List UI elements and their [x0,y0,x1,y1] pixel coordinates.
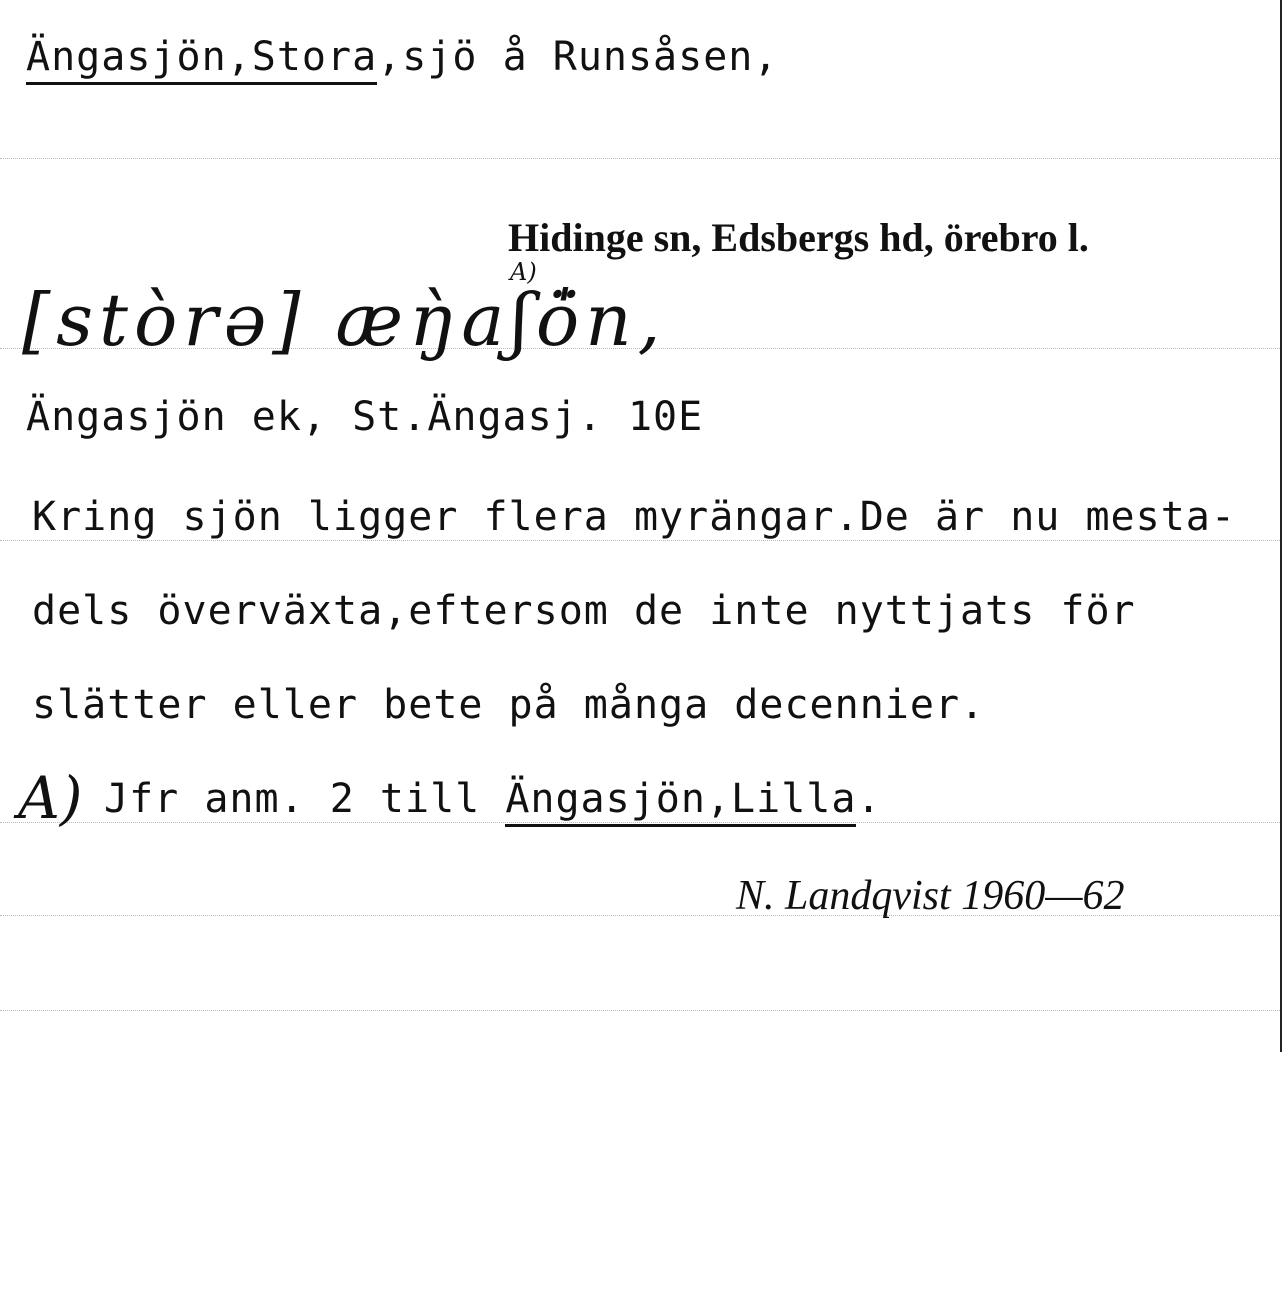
note-line: slätter eller bete på många decennier. [32,682,986,728]
rule-line [0,1010,1280,1011]
rule-line [0,158,1280,159]
footnote-ref: Ängasjön,Lilla [505,776,856,827]
note-line: Kring sjön ligger flera myrängar.De är nu mesta- [32,494,1236,540]
location-stamp: Hidinge sn, Edsbergs hd, örebro l. [508,215,1089,260]
note-line: dels överväxta,eftersom de inte nyttjats för [32,588,1136,634]
card-edge [1280,0,1282,1052]
name-forms: Ängasjön ek, St.Ängasj. 10E [26,394,704,440]
card-heading [26,34,778,80]
footnote-marker: A) [18,764,83,832]
heading-name: Ängasjön,Stora [26,34,377,85]
footnote-suffix: . [856,776,882,822]
heading-rest: ,sjö å Runsåsen, [377,34,779,80]
phonetic-marker: A) [510,258,537,286]
signature: N. Landqvist 1960—62 [736,873,1125,919]
rule-line [0,540,1280,541]
footnote [104,776,882,822]
phonetic-transcription: [stòrə] æŋ̀aʃö̍n, [22,278,667,362]
footnote-prefix: Jfr anm. 2 till [104,776,506,822]
